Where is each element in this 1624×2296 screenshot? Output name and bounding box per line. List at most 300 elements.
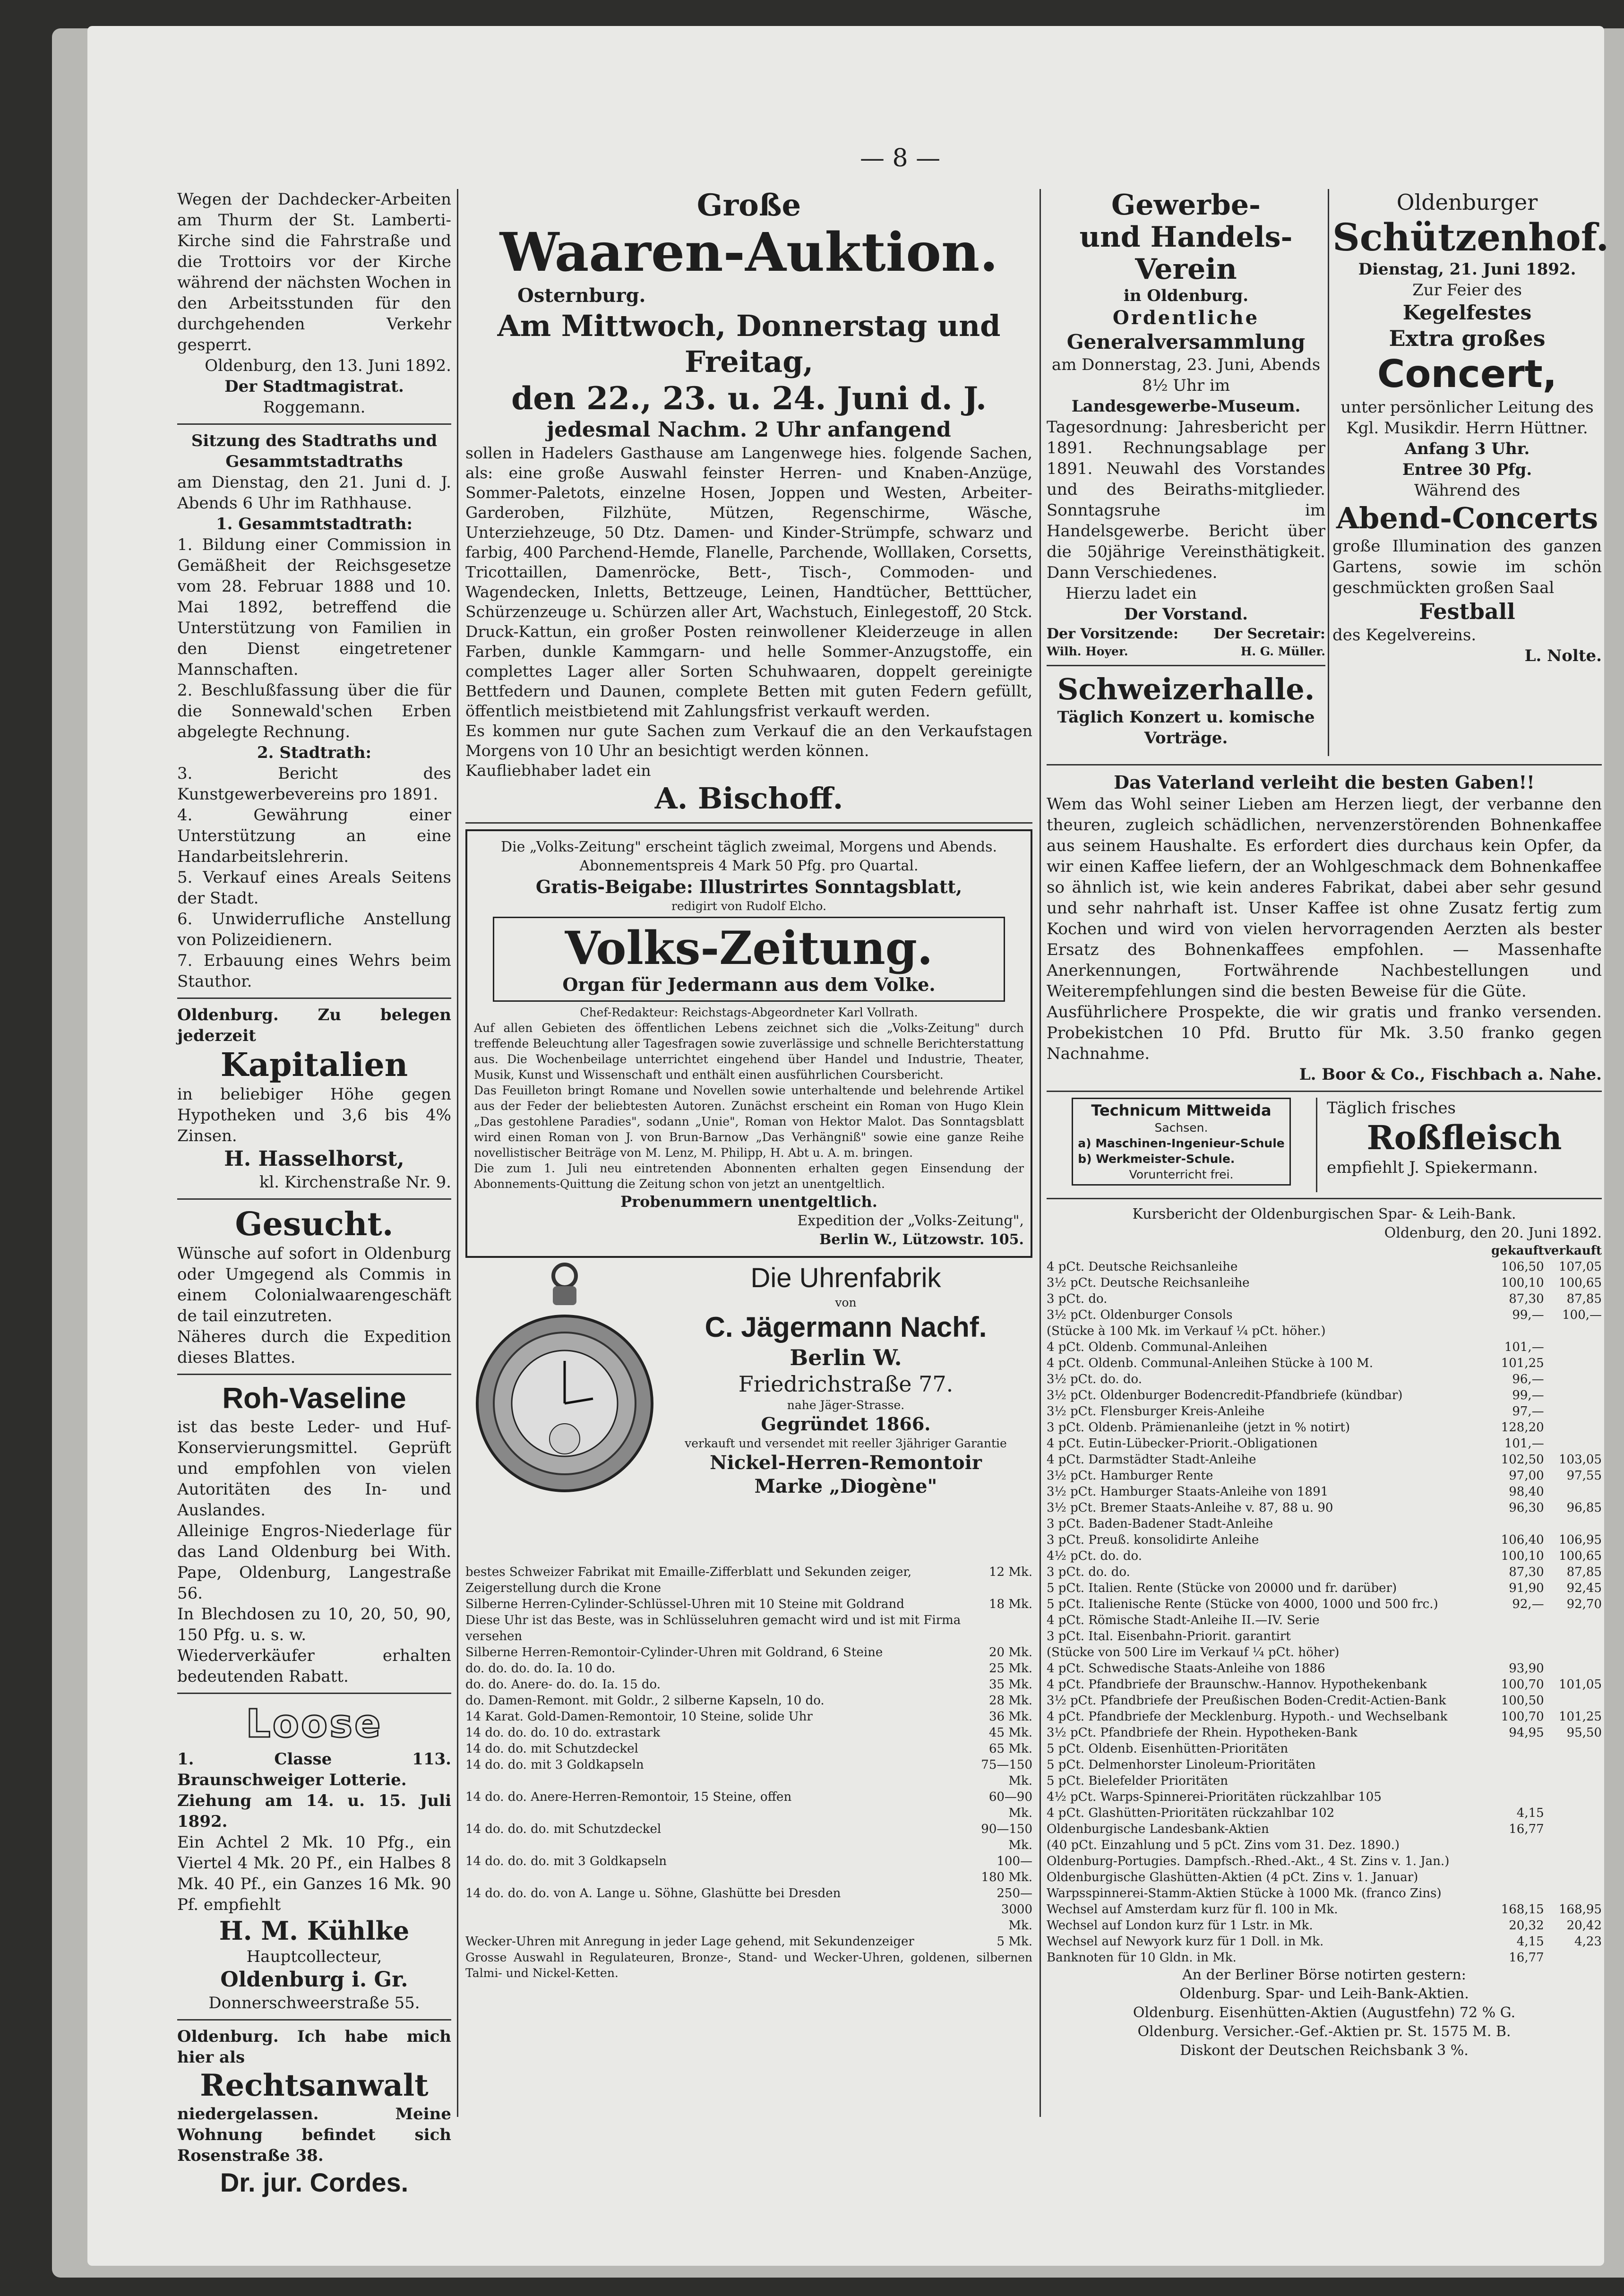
- table-cell: [1544, 1419, 1602, 1436]
- sitzung-item: 5. Verkauf eines Areals Seitens der Stadt.: [177, 868, 451, 908]
- table-cell: 92,70: [1566, 1597, 1602, 1611]
- table-cell: 3 pCt. Oldenb. Prämienanleihe (jetzt in % notirt): [1047, 1420, 1350, 1435]
- table-cell: 4 pCt. Oldenb. Communal-Anleihen Stücke à 100 M.: [1047, 1356, 1374, 1370]
- table-row: [1047, 1741, 1602, 1757]
- table-row: [465, 1677, 1032, 1693]
- kb-berlin-line: Oldenburg. Spar- und Leih-Bank-Aktien.: [1179, 1986, 1469, 2002]
- table-cell: 94,95: [1509, 1726, 1544, 1740]
- table-cell: [1491, 1644, 1544, 1660]
- table-cell: 250—3000 Mk.: [997, 1886, 1032, 1933]
- table-row: [1047, 1403, 1602, 1419]
- table-cell: 4 pCt. Pfandbriefe der Braunschw.-Hannov. Hypothekenbank: [1047, 1677, 1427, 1692]
- volkszeitung-ad: [465, 829, 1032, 1258]
- vaseline-text: Alleinige Engros-Niederlage für das Land Oldenburg bei With. Pape, Oldenburg, Langestraße 56.: [177, 1522, 451, 1603]
- table-cell: [1544, 1757, 1602, 1773]
- table-cell: 14 do. do. do. von A. Lange u. Söhne, Glashütte bei Dresden: [465, 1886, 841, 1900]
- auktion-pre: Große: [696, 188, 801, 223]
- vaseline-title: Roh-Vaseline: [222, 1382, 406, 1415]
- gv-title: und Handels-Verein: [1079, 221, 1293, 286]
- table-cell: Wechsel auf Newyork kurz für 1 Doll. in Mk.: [1047, 1935, 1324, 1949]
- table-cell: [1544, 1355, 1602, 1371]
- table-cell: 103,05: [1559, 1453, 1602, 1467]
- table-row: [1047, 1885, 1602, 1901]
- sitzung-item: 2. Beschlußfassung über die für die Sonnewald'schen Erben abgelegte Rechnung.: [177, 681, 451, 741]
- gv-invite: Hierzu ladet ein: [1065, 584, 1197, 603]
- rf-lead: Täglich frisches: [1327, 1099, 1456, 1118]
- vz-expedition: Expedition der „Volks-Zeitung",: [797, 1212, 1024, 1229]
- auktion-title: Waaren-Auktion.: [499, 222, 998, 284]
- sz-lead: Oldenburger: [1396, 189, 1538, 215]
- sz-text: große Illumination des ganzen Gartens, sowie im schön geschmückten großen Saal: [1332, 537, 1602, 597]
- table-cell: Oldenburgische Landesbank-Aktien: [1047, 1822, 1269, 1836]
- table-cell: (40 pCt. Einzahlung und 5 pCt. Zins vom 31. Dez. 1890.): [1047, 1838, 1400, 1852]
- table-row: [1047, 1500, 1602, 1516]
- table-row: [1047, 1307, 1602, 1323]
- table-cell: [1544, 1339, 1602, 1355]
- table-row: [465, 1693, 1032, 1709]
- table-cell: 102,50: [1501, 1453, 1544, 1467]
- table-cell: 14 do. do. do. 10 do. extrastark: [465, 1726, 661, 1740]
- tech-line: b) Werkmeister-Schule.: [1078, 1152, 1235, 1166]
- table-row: [1047, 1612, 1602, 1628]
- loose-city: Oldenburg i. Gr.: [220, 1968, 408, 1992]
- page-number: — 8 —: [860, 144, 941, 172]
- table-row: [465, 1853, 1032, 1885]
- uhren-title: Die Uhrenfabrik: [750, 1263, 941, 1293]
- kb-berlin-line: Oldenburg. Versicher.-Gef.-Aktien pr. St. 1575 M. B.: [1137, 2023, 1511, 2040]
- kb-diskont: Diskont der Deutschen Reichsbank 3 %.: [1180, 2042, 1469, 2059]
- table-cell: 4 pCt. Eutin-Lübecker-Priorit.-Obligationen: [1047, 1436, 1318, 1451]
- table-row: [1047, 1805, 1602, 1821]
- table-cell: [1544, 1644, 1602, 1660]
- uhren-ad: [465, 1262, 1032, 1564]
- auktion-text: Kaufliebhaber ladet ein: [465, 761, 651, 780]
- column-4: [1332, 189, 1609, 666]
- sz-date: Dienstag, 21. Juni 1892.: [1358, 260, 1576, 279]
- table-cell: 5 pCt. Italien. Rente (Stücke von 20000 und fr. darüber): [1047, 1581, 1397, 1595]
- kapital-address: kl. Kirchenstraße Nr. 9.: [259, 1173, 451, 1192]
- table-row: [465, 1789, 1032, 1821]
- table-cell: Oldenburg-Portugies. Dampfsch.-Rhed.-Akt., 4 St. Zins v. 1. Jan.): [1047, 1854, 1450, 1868]
- uhren-von: von: [835, 1296, 857, 1309]
- table-cell: 100,10: [1501, 1276, 1544, 1290]
- gv-date: am Donnerstag, 23. Juni, Abends 8½ Uhr im: [1051, 355, 1321, 395]
- sitzung-item: 6. Unwiderrufliche Anstellung von Polizeidienern.: [177, 910, 451, 949]
- column-2: [465, 189, 1032, 1981]
- table-cell: 106,50: [1501, 1260, 1544, 1274]
- loose-role: Hauptcollecteur,: [246, 1947, 382, 1966]
- table-row: [465, 1709, 1032, 1725]
- table-row: [465, 1934, 1032, 1950]
- table-cell: 3½ pCt. Pfandbriefe der Rhein. Hypotheken-Bank: [1047, 1726, 1358, 1740]
- kapital-name: H. Hasselhorst,: [224, 1147, 404, 1171]
- vaseline-text: Wiederverkäufer erhalten bedeutenden Rabatt.: [177, 1646, 451, 1686]
- table-cell: 3½ pCt. Deutsche Reichsanleihe: [1047, 1276, 1250, 1290]
- sz-text: des Kegelvereins.: [1332, 626, 1477, 645]
- table-cell: 3½ pCt. Hamburger Rente: [1047, 1469, 1213, 1483]
- table-cell: 4½ pCt. do. do.: [1047, 1549, 1142, 1563]
- column-rule: [1040, 189, 1041, 2117]
- table-row: [1047, 1869, 1602, 1885]
- sitzung-title: Sitzung des Stadtraths und Gesammtstadtraths: [191, 431, 438, 471]
- table-cell: 101,25: [1501, 1356, 1544, 1370]
- gv-signature: Der Vorstand.: [1124, 605, 1248, 624]
- notice-signature: Der Stadtmagistrat.: [224, 377, 404, 396]
- table-cell: [1544, 1950, 1602, 1966]
- table-cell: 100—180 Mk.: [981, 1854, 1032, 1884]
- table-cell: 96,—: [1512, 1372, 1544, 1386]
- table-cell: 60—90 Mk.: [988, 1790, 1032, 1820]
- table-row: [1047, 1484, 1602, 1500]
- table-cell: [1491, 1885, 1544, 1901]
- table-cell: [1544, 1853, 1602, 1869]
- table-cell: do. Damen-Remont. mit Goldr., 2 silberne Kapseln, 10 do.: [465, 1694, 825, 1708]
- table-cell: [1544, 1789, 1602, 1805]
- table-cell: Silberne Herren-Remontoir-Cylinder-Uhren mit Goldrand, 6 Steine: [465, 1645, 883, 1660]
- table-cell: do. do. Anere- do. do. Ia. 15 do.: [465, 1677, 661, 1692]
- table-cell: 3½ pCt. do. do.: [1047, 1372, 1142, 1386]
- table-cell: 96,30: [1509, 1501, 1544, 1515]
- auktion-place: Osternburg.: [517, 284, 646, 307]
- table-cell: 4 pCt. Oldenb. Communal-Anleihen: [1047, 1340, 1268, 1354]
- sitzung-date: am Dienstag, den 21. Juni d. J. Abends 6 Uhr im Rathhause.: [177, 473, 451, 513]
- table-cell: [1491, 1323, 1544, 1339]
- table-row: [465, 1612, 1032, 1644]
- table-cell: 4,23: [1574, 1935, 1602, 1949]
- sh-text: Täglich Konzert u. komische Vorträge.: [1057, 708, 1315, 748]
- table-cell: 45 Mk.: [989, 1726, 1032, 1740]
- kapital-title: Kapitalien: [220, 1046, 408, 1084]
- anwalt-name: Dr. jur. Cordes.: [220, 2167, 409, 2197]
- table-cell: 91,90: [1509, 1581, 1544, 1595]
- table-cell: 100,65: [1559, 1276, 1602, 1290]
- table-cell: 35 Mk.: [989, 1677, 1032, 1692]
- table-cell: [1491, 1612, 1544, 1628]
- table-cell: Oldenburgische Glashütten-Aktien (4 pCt. Zins v. 1. Januar): [1047, 1870, 1418, 1884]
- rf-title: Roßfleisch: [1366, 1118, 1562, 1157]
- table-cell: [1491, 1773, 1544, 1789]
- loose-title: Loose: [246, 1702, 383, 1746]
- table-cell: 16,77: [1509, 1951, 1544, 1965]
- vaterland-text: Wem das Wohl seiner Lieben am Herzen liegt, der verbanne den theuren, zugleich schädlichen, nervenzerstörenden Bohnenkaffee aus seinem Haushalte. Es erfordert dies durchaus kein Opfer, da wir einen Kaffee liefern, der an Wohlgeschmack dem Bohnenkaffee so ähnlich ist, wie kein anderes Fabrikat, dabei aber sehr gesund und sehr nahrhaft ist. Unser Kaffee ist ohne Zusatz fertig zum Kochen und wird von vielen hervorragenden Aerzten als bester Ersatz des Bohnenkaffees empfohlen. — Massenhafte Anerkennungen, Fortwährende Nachbestellungen und Weiterempfehlungen sind die besten Beweise für die Güte.: [1047, 795, 1602, 1001]
- sz-festball: Festball: [1419, 599, 1515, 624]
- auktion-text: Es kommen nur gute Sachen zum Verkauf die an den Verkaufstagen Morgens von 10 Uhr an besichtigt werden können.: [465, 722, 1032, 760]
- table-cell: [1491, 1757, 1544, 1773]
- table-row: [1047, 1516, 1602, 1532]
- table-row: [1047, 1452, 1602, 1468]
- table-cell: 14 do. do. do. mit Schutzdeckel: [465, 1822, 662, 1836]
- auktion-dates: den 22., 23. u. 24. Juni d. J.: [511, 380, 987, 417]
- sitzung-heading: 2. Stadtrath:: [257, 743, 372, 762]
- wide-section: [1047, 758, 1602, 2060]
- table-cell: 4,15: [1516, 1806, 1544, 1820]
- column-3: [1047, 189, 1325, 748]
- vaseline-text: ist das beste Leder- und Huf-Konservierungsmittel. Geprüft und empfohlen von vielen Autoritäten des In- und Auslandes.: [177, 1418, 451, 1520]
- table-cell: 4 pCt. Pfandbriefe der Mecklenburg. Hypoth.- und Wechselbank: [1047, 1710, 1448, 1724]
- table-cell: [1491, 1853, 1544, 1869]
- table-cell: 97,00: [1509, 1469, 1544, 1483]
- rf-text: empfiehlt J. Spiekermann.: [1327, 1158, 1538, 1177]
- table-cell: 3 pCt. do. do.: [1047, 1565, 1130, 1579]
- table-row: [1047, 1323, 1602, 1339]
- vz-line: Abonnementspreis 4 Mark 50 Pfg. pro Quartal.: [579, 858, 919, 874]
- notice-name: Roggemann.: [263, 398, 366, 417]
- table-cell: 12 Mk.: [989, 1565, 1032, 1579]
- table-cell: 128,20: [1501, 1420, 1544, 1435]
- table-row: [1047, 1950, 1602, 1966]
- table-cell: 87,85: [1566, 1292, 1602, 1306]
- table-cell: 3½ pCt. Hamburger Staats-Anleihe von 1891: [1047, 1485, 1329, 1499]
- uhren-city: Berlin W.: [790, 1345, 902, 1370]
- table-row: [1047, 1901, 1602, 1918]
- table-cell: 96,85: [1566, 1501, 1602, 1515]
- gv-name: Wilh. Hoyer.: [1047, 645, 1128, 658]
- table-row: [1047, 1596, 1602, 1612]
- uhren-price-table: [465, 1564, 1032, 1950]
- table-cell: 4 pCt. Schwedische Staats-Anleihe von 1886: [1047, 1661, 1325, 1676]
- table-cell: 100,10: [1501, 1549, 1544, 1563]
- table-cell: [1544, 1773, 1602, 1789]
- table-cell: 100,50: [1501, 1694, 1544, 1708]
- table-row: [465, 1644, 1032, 1660]
- gv-text: Tagesordnung: Jahresbericht per 1891. Rechnungsablage per 1891. Neuwahl des Vorstandes und des Beiraths-mitglieder. Sonntagsruhe im Handelsgewerbe. Bericht über die 50jährige Vereinsthätigkeit. Dann Verschiedenes.: [1047, 418, 1325, 582]
- table-cell: 106,40: [1501, 1533, 1544, 1547]
- vz-text: Die zum 1. Juli neu eintretenden Abonnenten erhalten gegen Einsendung der Abonnements-Quittung die Zeitung schon von jetzt an unentgeltlich.: [474, 1161, 1024, 1191]
- table-row: [1047, 1291, 1602, 1307]
- table-row: [465, 1741, 1032, 1757]
- table-cell: 28 Mk.: [989, 1694, 1032, 1708]
- table-cell: Wechsel auf London kurz für 1 Lstr. in Mk.: [1047, 1918, 1313, 1933]
- anwalt-text: niedergelassen. Meine Wohnung befindet sich Rosenstraße 38.: [177, 2105, 451, 2165]
- table-cell: [1544, 1403, 1602, 1419]
- sz-text: unter persönlicher Leitung des Kgl. Musikdir. Herrn Hüttner.: [1340, 398, 1594, 438]
- gv-role: Der Secretair:: [1213, 626, 1325, 642]
- table-cell: 101,25: [1559, 1710, 1602, 1724]
- uhren-street: Friedrichstraße 77.: [738, 1371, 954, 1397]
- table-cell: 4 pCt. Römische Stadt-Anleihe II.—IV. Serie: [1047, 1613, 1320, 1627]
- loose-text: 1. Classe 113. Braunschweiger Lotterie.: [177, 1750, 451, 1789]
- table-cell: 3 pCt. Ital. Eisenbahn-Priorit. garantirt: [1047, 1629, 1291, 1643]
- gesucht-title: Gesucht.: [235, 1205, 394, 1243]
- table-row: [1047, 1419, 1602, 1436]
- sz-waehrend: Während des: [1414, 481, 1521, 500]
- table-cell: 107,05: [1559, 1260, 1602, 1274]
- table-cell: 90—150 Mk.: [981, 1822, 1032, 1852]
- vz-line: Die „Volks-Zeitung" erscheint täglich zweimal, Morgens und Abends.: [500, 839, 997, 855]
- table-cell: 3½ pCt. Bremer Staats-Anleihe v. 87, 88 u. 90: [1047, 1501, 1333, 1515]
- table-cell: [1544, 1628, 1602, 1644]
- table-row: [1047, 1468, 1602, 1484]
- table-row: [1047, 1371, 1602, 1387]
- table-cell: Wechsel auf Amsterdam kurz für fl. 100 in Mk.: [1047, 1902, 1338, 1917]
- anwalt-lead: Oldenburg. Ich habe mich hier als: [177, 2027, 451, 2067]
- table-cell: 14 do. do. mit 3 Goldkapseln: [465, 1758, 644, 1772]
- table-cell: 168,95: [1559, 1902, 1602, 1917]
- sz-anfang: Anfang 3 Uhr.: [1404, 439, 1530, 458]
- table-row: [1047, 1853, 1602, 1869]
- table-row: [465, 1821, 1032, 1853]
- kb-berlin: An der Berliner Börse notirten gestern:: [1182, 1967, 1466, 1983]
- sz-extra: Extra großes: [1389, 326, 1546, 351]
- table-row: [1047, 1693, 1602, 1709]
- table-cell: 20,32: [1509, 1918, 1544, 1933]
- table-cell: [1544, 1837, 1602, 1853]
- table-cell: [1544, 1436, 1602, 1452]
- gv-heading: Generalversammlung: [1066, 330, 1306, 353]
- table-cell: [1544, 1885, 1602, 1901]
- table-cell: 3½ pCt. Flensburger Kreis-Anleihe: [1047, 1404, 1265, 1419]
- table-cell: 4 pCt. Glashütten-Prioritäten rückzahlbar 102: [1047, 1806, 1335, 1820]
- vz-address: Berlin W., Lützowstr. 105.: [819, 1231, 1024, 1248]
- table-row: [465, 1885, 1032, 1934]
- table-row: [1047, 1580, 1602, 1596]
- table-cell: 14 Karat. Gold-Damen-Remontoir, 10 Steine, solide Uhr: [465, 1710, 813, 1724]
- table-cell: do. do. do. do. Ia. 10 do.: [465, 1661, 616, 1676]
- vz-text: Auf allen Gebieten des öffentlichen Lebens zeichnet sich die „Volks-Zeitung" durch treffende Beleuchtung aller Tagesfragen sowie zuverlässige und schnelle Berichterstattung aus. Die Wochenbeilage unterrichtet eingehend über Handel und Industrie, Theater, Musik, Kunst und Wissenschaft und enthält einen ausführlichen Coursbericht.: [474, 1021, 1024, 1082]
- loose-address: Donnerschweerstraße 55.: [208, 1994, 420, 2012]
- table-row: [1047, 1821, 1602, 1837]
- table-cell: 99,—: [1512, 1388, 1544, 1402]
- sz-kegel: Kegelfestes: [1402, 301, 1532, 324]
- table-cell: [1544, 1323, 1602, 1339]
- table-row: [1047, 1355, 1602, 1371]
- auktion-signature: A. Bischoff.: [654, 781, 843, 816]
- table-cell: [1491, 1789, 1544, 1805]
- table-cell: [1491, 1516, 1544, 1532]
- table-row: [465, 1596, 1032, 1612]
- table-row: [1047, 1789, 1602, 1805]
- table-cell: 25 Mk.: [989, 1661, 1032, 1676]
- table-row: [1047, 1918, 1602, 1934]
- gv-title: Gewerbe-: [1111, 189, 1261, 222]
- table-cell: 5 pCt. Delmenhorster Linoleum-Prioritäten: [1047, 1758, 1316, 1772]
- sz-feier: Zur Feier des: [1412, 281, 1522, 300]
- table-cell: [1544, 1660, 1602, 1677]
- uhren-marke: Marke „Diogène": [754, 1475, 937, 1497]
- table-cell: 20,42: [1566, 1918, 1602, 1933]
- kursbericht-title: Kursbericht der Oldenburgischen Spar- & Leih-Bank.: [1132, 1206, 1516, 1222]
- table-cell: 16,77: [1509, 1822, 1544, 1836]
- table-cell: 3 pCt. Baden-Badener Stadt-Anleihe: [1047, 1517, 1273, 1531]
- uhren-product: Nickel-Herren-Remontoir: [710, 1452, 982, 1474]
- table-cell: 100,—: [1562, 1308, 1602, 1322]
- table-cell: 95,50: [1566, 1726, 1602, 1740]
- table-cell: [1491, 1628, 1544, 1644]
- table-cell: 14 do. do. mit Schutzdeckel: [465, 1742, 638, 1756]
- table-cell: 18 Mk.: [989, 1597, 1032, 1611]
- table-cell: 100,70: [1501, 1710, 1544, 1724]
- column-rule: [1328, 189, 1329, 756]
- table-row: [1047, 1709, 1602, 1725]
- kapital-lead: Oldenburg. Zu belegen jederzeit: [177, 1006, 451, 1045]
- table-cell: 87,85: [1566, 1565, 1602, 1579]
- table-cell: 75—150 Mk.: [981, 1758, 1032, 1788]
- table-cell: [1544, 1821, 1602, 1837]
- vz-title: Volks-Zeitung.: [565, 921, 933, 975]
- table-cell: 92,45: [1566, 1581, 1602, 1595]
- column-1: [177, 189, 451, 2199]
- kb-berlin-line: Oldenburg. Eisenhütten-Aktien (Augustfehn) 72 % G.: [1133, 2004, 1516, 2021]
- technicum-logo: [1072, 1098, 1290, 1186]
- sz-concert: Concert,: [1377, 352, 1557, 396]
- table-row: [1047, 1837, 1602, 1853]
- table-cell: 100,65: [1559, 1549, 1602, 1563]
- table-cell: [1491, 1741, 1544, 1757]
- gv-city: in Oldenburg.: [1123, 286, 1249, 305]
- notice-date: Oldenburg, den 13. Juni 1892.: [205, 356, 451, 375]
- table-row: [1047, 1757, 1602, 1773]
- table-cell: 14 do. do. do. mit 3 Goldkapseln: [465, 1854, 667, 1868]
- sitzung-item: 3. Bericht des Kunstgewerbevereins pro 1891.: [177, 764, 451, 804]
- uhren-footer: Grosse Auswahl in Regulateuren, Bronze-, Stand- und Wecker-Uhren, goldenen, silbernen Talmi- und Nickel-Ketten.: [465, 1951, 1032, 1980]
- table-cell: Silberne Herren-Cylinder-Schlüssel-Uhren mit 10 Steine mit Goldrand: [465, 1597, 904, 1611]
- table-cell: 3 pCt. do.: [1047, 1292, 1108, 1306]
- table-cell: [1544, 1612, 1602, 1628]
- table-cell: 101,—: [1504, 1340, 1544, 1354]
- table-cell: 87,30: [1509, 1292, 1544, 1306]
- kapital-text: in beliebiger Höhe gegen Hypotheken und 3,6 bis 4% Zinsen.: [177, 1085, 451, 1145]
- gv-name: H. G. Müller.: [1240, 645, 1325, 658]
- table-cell: 106,95: [1559, 1533, 1602, 1547]
- table-cell: Warpsspinnerei-Stamm-Aktien Stücke à 1000 Mk. (franco Zins): [1047, 1886, 1442, 1900]
- table-row: [1047, 1725, 1602, 1741]
- vaterland-title: Das Vaterland verleiht die besten Gaben!!: [1114, 772, 1535, 793]
- vaterland-text: Ausführlichere Prospekte, die wir gratis und franko versenden. Probekistchen 10 Pfd. Brutto für Mk. 3.50 franko gegen Nachnahme.: [1047, 1003, 1602, 1063]
- table-row: [1047, 1436, 1602, 1452]
- table-cell: [980, 1612, 1032, 1644]
- table-row: [1047, 1934, 1602, 1950]
- vz-line: redigirt von Rudolf Elcho.: [671, 899, 826, 913]
- table-row: [1047, 1548, 1602, 1564]
- table-cell: 97,55: [1566, 1469, 1602, 1483]
- table-cell: [1544, 1371, 1602, 1387]
- table-row: [1047, 1773, 1602, 1789]
- uhren-near: nahe Jäger-Strasse.: [787, 1398, 905, 1412]
- sz-abend: Abend-Concerts: [1336, 501, 1598, 535]
- gv-role: Der Vorsitzende:: [1047, 626, 1178, 642]
- tech-line: a) Maschinen-Ingenieur-Schule: [1078, 1136, 1285, 1150]
- tech-title: Technicum Mittweida: [1091, 1101, 1272, 1119]
- table-cell: (Stücke von 500 Lire im Verkauf ¼ pCt. höher): [1047, 1645, 1340, 1660]
- table-row: [1047, 1532, 1602, 1548]
- table-cell: 65 Mk.: [989, 1742, 1032, 1756]
- table-cell: [1544, 1693, 1602, 1709]
- vz-text: Das Feuilleton bringt Romane und Novellen sowie unterhaltende und belehrende Artikel aus der Feder der beliebtesten Autoren. Zunächst erscheint ein Roman von Hugo Klein „Das gestohlene Paradies", sodann „Unie", Roman von Hektor Malot. Das Sonntagsblatt wird einen Roman von J. von Brun-Barnow „Das Verhängniß" sowie eine ganze Reihe novellistischer Beiträge von M. Lenz, M. Philipp, H. Abt u. A. m. bringen.: [474, 1084, 1024, 1160]
- vaseline-text: In Blechdosen zu 10, 20, 50, 90, 150 Pfg. u. s. w.: [177, 1605, 451, 1644]
- uhren-founded: Gegründet 1866.: [761, 1413, 931, 1435]
- kb-header: verkauft: [1544, 1244, 1602, 1258]
- table-cell: [1544, 1484, 1602, 1500]
- table-cell: 20 Mk.: [989, 1645, 1032, 1660]
- column-rule: [457, 189, 458, 2117]
- gv-heading: Ordentliche: [1112, 307, 1260, 329]
- kb-header: gekauft: [1491, 1244, 1544, 1258]
- table-row: [1047, 1259, 1602, 1275]
- table-cell: 3½ pCt. Pfandbriefe der Preußischen Boden-Credit-Actien-Bank: [1047, 1694, 1446, 1708]
- vz-line: Gratis-Beigabe: Illustrirtes Sonntagsblatt,: [535, 876, 962, 897]
- sitzung-item: 4. Gewährung einer Unterstützung an eine Handarbeitslehrerin.: [177, 806, 451, 866]
- kursbericht-date: Oldenburg, den 20. Juni 1892.: [1384, 1225, 1602, 1241]
- vaterland-signature: L. Boor & Co., Fischbach a. Nahe.: [1299, 1065, 1602, 1084]
- table-cell: 5 pCt. Italienische Rente (Stücke von 4000, 1000 und 500 frc.): [1047, 1597, 1438, 1611]
- vz-editor: Chef-Redakteur: Reichstags-Abgeordneter Karl Vollrath.: [580, 1006, 918, 1019]
- pocket-watch-icon: [475, 1262, 654, 1526]
- notice-text: Wegen der Dachdecker-Arbeiten am Thurm der St. Lamberti-Kirche sind die Fahrstraße und die Trottoirs vor der Kirche während der nächsten Wochen in den Arbeitsstunden für den durchgehenden Verkehr gesperrt.: [177, 190, 451, 354]
- loose-date: Ziehung am 14. u. 15. Juli 1892.: [177, 1791, 451, 1831]
- sitzung-heading: 1. Gesammtstadtrath:: [215, 515, 413, 533]
- table-row: [1047, 1387, 1602, 1403]
- auktion-time: jedesmal Nachm. 2 Uhr anfangend: [547, 418, 951, 442]
